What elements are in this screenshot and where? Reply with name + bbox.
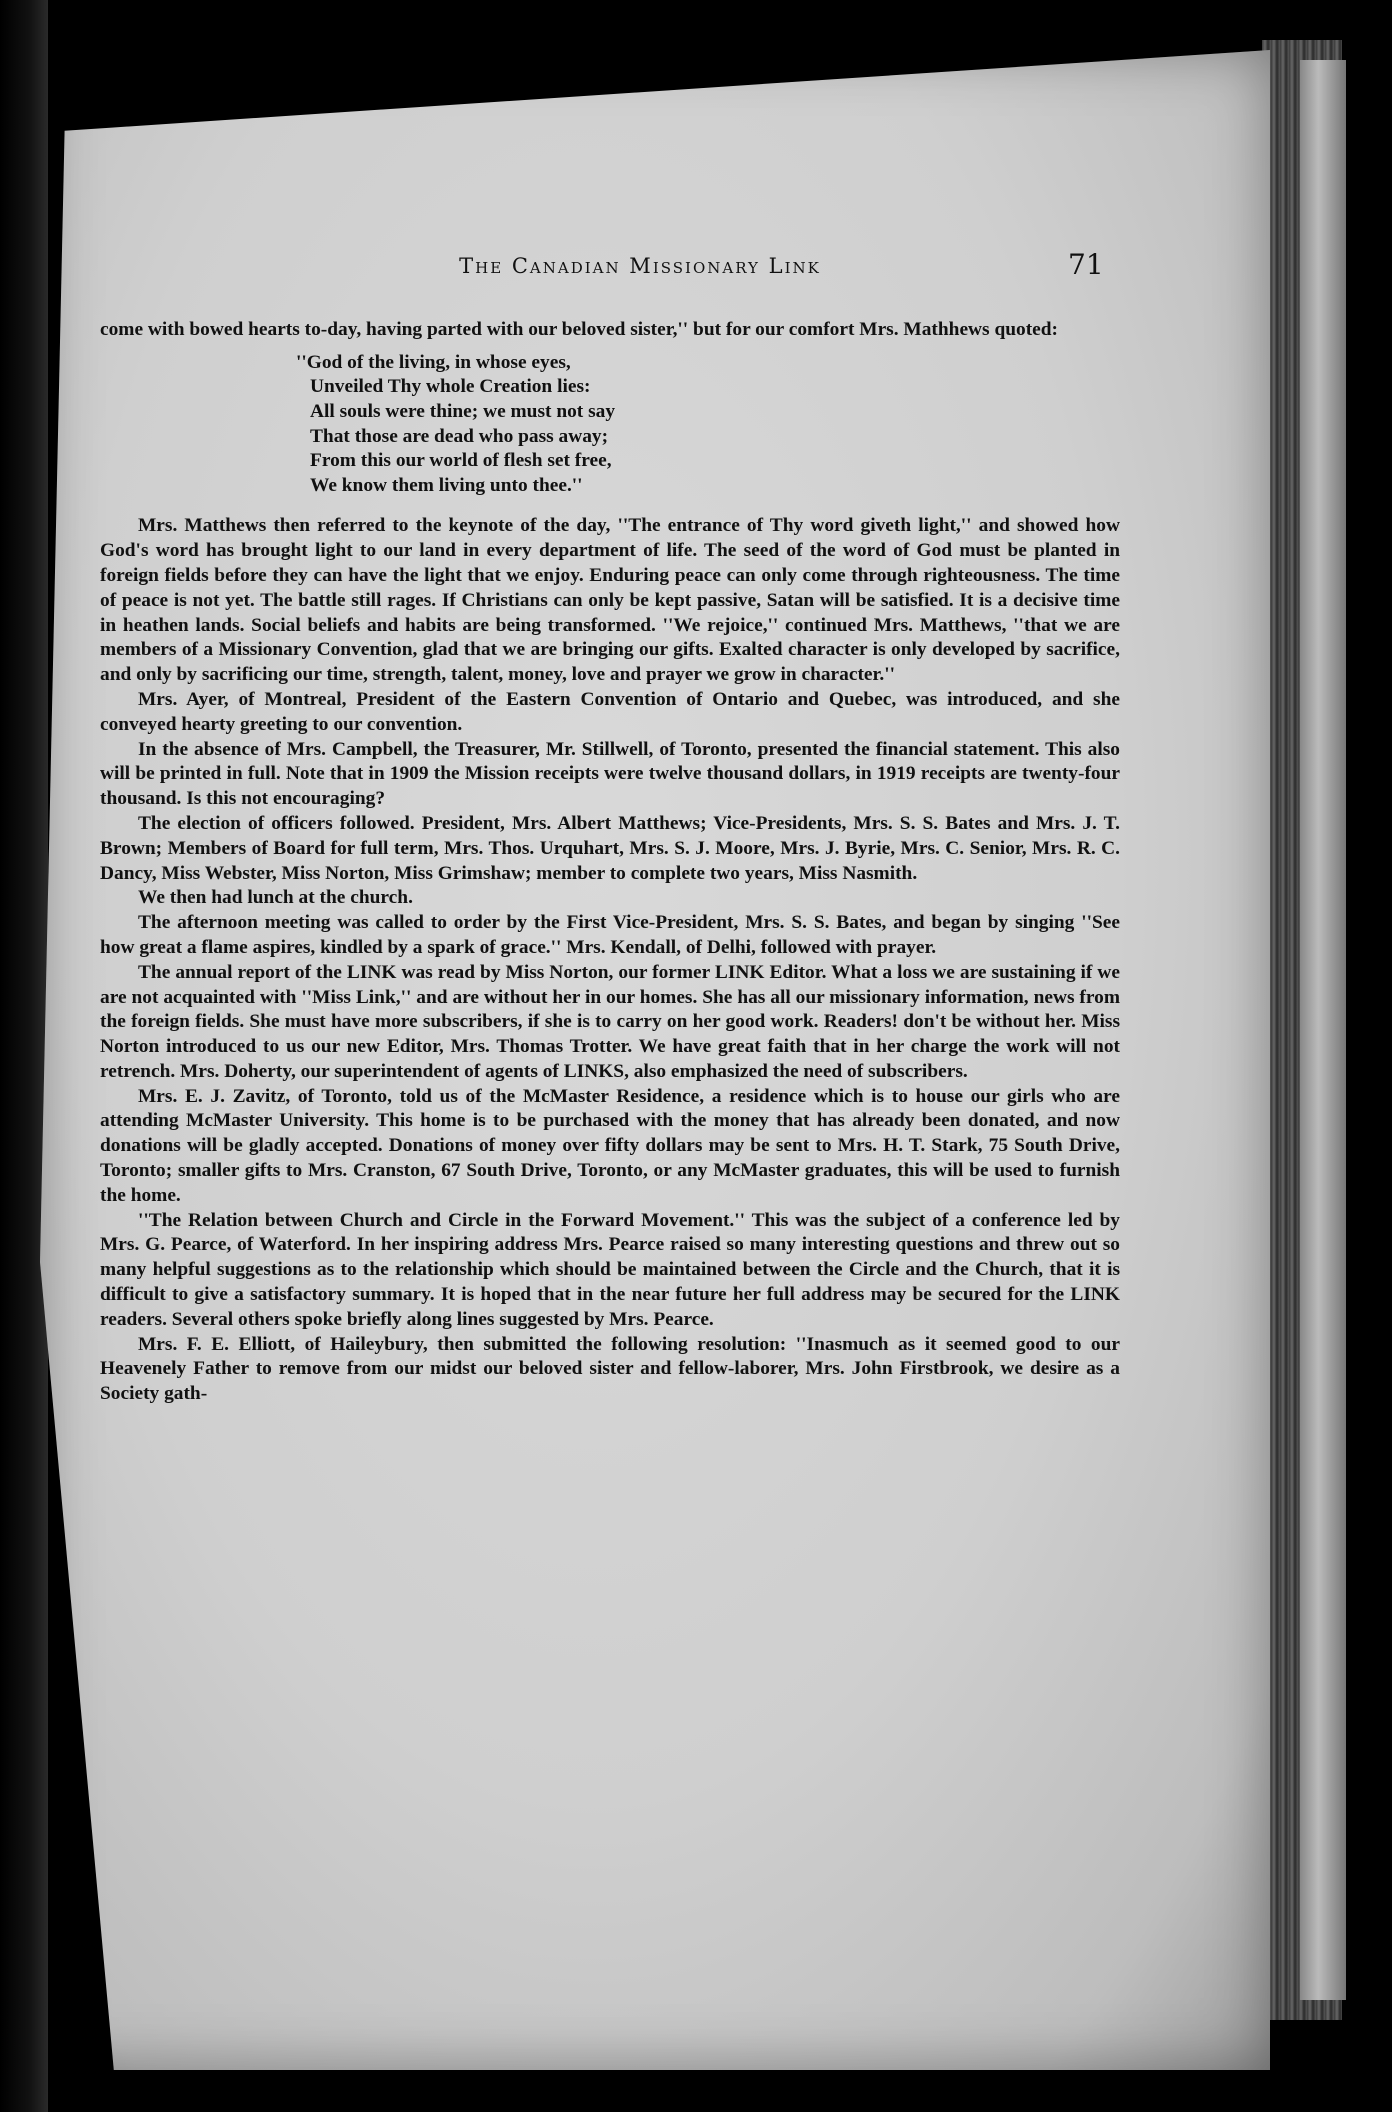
opening-paragraph: come with bowed hearts to-day, having parted with our beloved sister,'' but for our comfort Mrs. Mathhews quoted: xyxy=(100,319,1059,340)
paragraph: Mrs. F. E. Elliott, of Haileybury, then submitted the following resolution: ''Inasmuch as it seemed good to our Heavenely Father to remove from our midst our beloved sister and fellow-laborer, Mrs. John Firstbrook, we desire as a Society gath- xyxy=(100,1333,1120,1405)
paragraph: The afternoon meeting was called to order by the First Vice-President, Mrs. S. S. Bates, and began by singing ''See how great a flame aspires, kindled by a spark of grace.'' Mrs. Kendall, of Delhi, followed with prayer. xyxy=(100,912,1120,958)
paragraph: Mrs. Matthews then referred to the keynote of the day, ''The entrance of Thy word giveth light,'' and showed how God's word has brought light to our land in every department of life. The seed of the word of God must be planted in foreign fields before they can have the light that we enjoy. Enduring peace can only come through righteousness. The time of peace is not yet. The battle still rages. If Christians can only be kept passive, Satan will be satisfied. It is a decisive time in heathen lands. Social beliefs and habits are being transformed. ''We rejoice,'' continued Mrs. Matthews, ''that we are members of a Missionary Convention, glad that we are bringing our gifts. Exalted character is only developed by sacrifice, and only by sacrificing our time, strength, talent, money, love and prayer we grow in character.'' xyxy=(100,515,1120,686)
poem xyxy=(296,351,1120,499)
poem-line: All souls were thine; we must not say xyxy=(310,400,616,422)
paragraph: In the absence of Mrs. Campbell, the Treasurer, Mr. Stillwell, of Toronto, presented the financial statement. This also will be printed in full. Note that in 1909 the Mission receipts were twelve thousand dollars, in 1919 receipts are twenty-four thousand. Is this not encouraging? xyxy=(100,738,1120,810)
paragraph: The annual report of the LINK was read by Miss Norton, our former LINK Editor. What a loss we are sustaining if we are not acquainted with ''Miss Link,'' and are without her in our homes. She has all our missionary information, news from the foreign fields. She must have more subscribers, if she is to carry on her good work. Readers! don't be without her. Miss Norton introduced to us our new Editor, Mrs. Thomas Trotter. We have great faith that in her charge the work will not retrench. Mrs. Doherty, our superintendent of agents of LINKS, also emphasized the need of subscribers. xyxy=(100,961,1120,1082)
paragraph: ''The Relation between Church and Circle in the Forward Movement.'' This was the subject of a conference led by Mrs. G. Pearce, of Waterford. In her inspiring address Mrs. Pearce raised so many interesting questions and threw out so many helpful suggestions as to the relationship which should be maintained between the Circle and the Church, that it is difficult to give a satisfactory summary. It is hoped that in the near future her full address may be secured for the LINK readers. Several others spoke briefly along lines suggested by Mrs. Pearce. xyxy=(100,1209,1120,1330)
body-text xyxy=(100,318,1120,1407)
paragraph: The election of officers followed. President, Mrs. Albert Matthews; Vice-Presidents, Mrs. S. S. Bates and Mrs. J. T. Brown; Members of Board for full term, Mrs. Thos. Urquhart, Mrs. S. J. Moore, Mrs. J. Byrie, Mrs. C. Senior, Mrs. R. C. Dancy, Miss Webster, Miss Norton, Miss Grimshaw; member to complete two years, Miss Nasmith. xyxy=(100,812,1120,884)
book-page-edge-highlight xyxy=(1300,60,1346,2000)
poem-line: Unveiled Thy whole Creation lies: xyxy=(310,376,591,398)
film-border xyxy=(0,0,48,2112)
paragraph: Mrs. E. J. Zavitz, of Toronto, told us of the McMaster Residence, a residence which is to house our girls who are attending McMaster University. This home is to be purchased with the money that has already been donated, and now donations will be gladly accepted. Donations of money over fifty dollars may be sent to Mrs. H. T. Stark, 75 South Drive, Toronto; smaller gifts to Mrs. Cranston, 67 South Drive, Toronto, or any McMaster graduates, this will be used to furnish the home. xyxy=(100,1085,1120,1206)
poem-line: We know them living unto thee.'' xyxy=(310,474,583,496)
paragraph: Mrs. Ayer, of Montreal, President of the Eastern Convention of Ontario and Quebec, was introduced, and she conveyed hearty greeting to our convention. xyxy=(100,688,1120,735)
poem-line: From this our world of flesh set free, xyxy=(310,450,612,472)
poem-line: That those are dead who pass away; xyxy=(310,425,609,447)
running-head: The Canadian Missionary Link xyxy=(459,254,821,278)
page-number: 71 xyxy=(1068,248,1104,281)
paragraph: We then had lunch at the church. xyxy=(138,887,413,909)
poem-line: ''God of the living, in whose eyes, xyxy=(296,351,571,373)
